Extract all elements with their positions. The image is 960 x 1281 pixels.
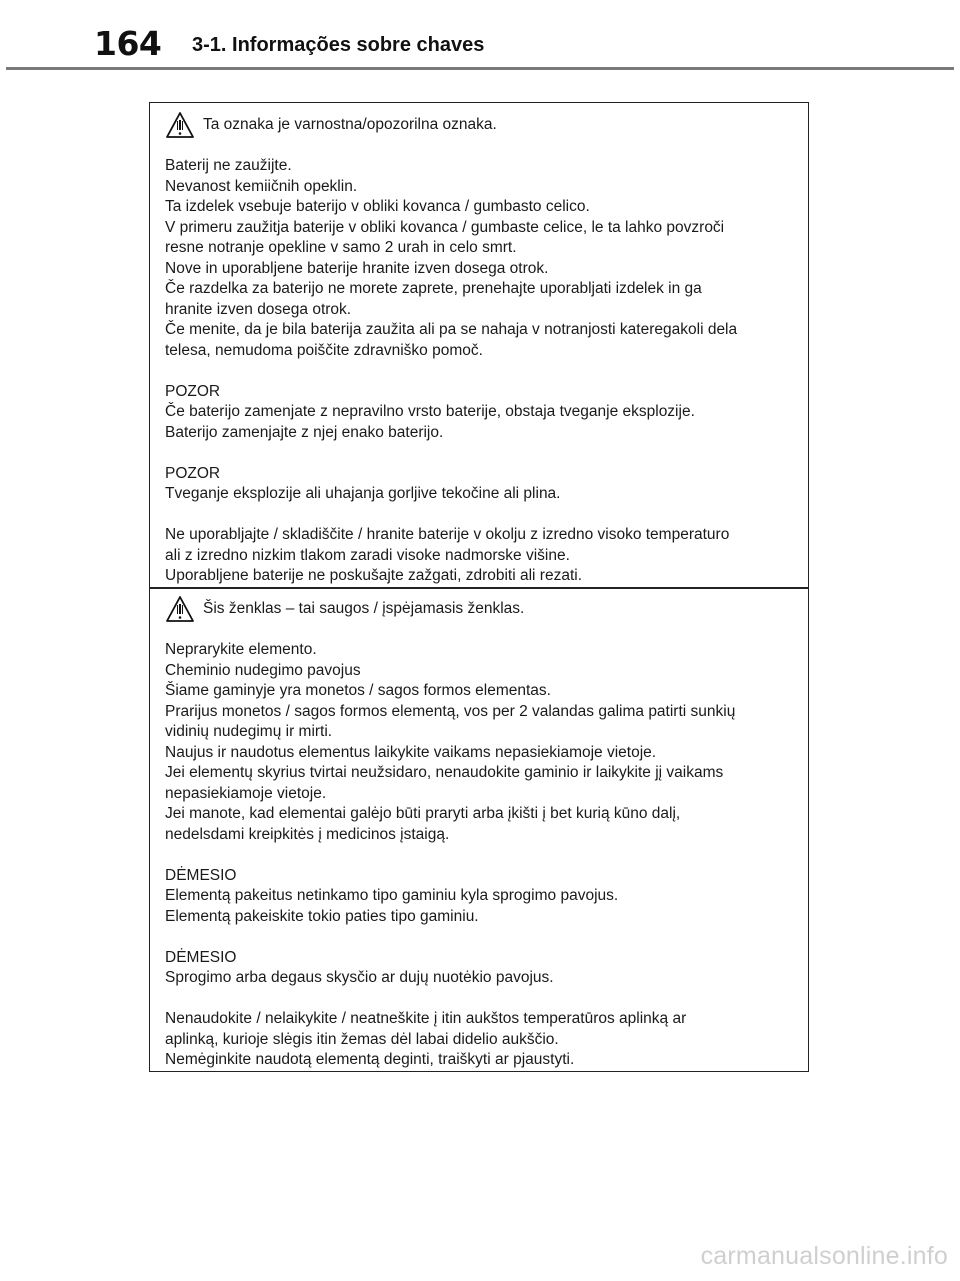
text-line: Cheminio nudegimo pavojus (165, 661, 361, 679)
text-line: ali z izredno nizkim tlakom zaradi visoke nadmorske višine. (165, 546, 570, 564)
page-header (0, 0, 960, 70)
text-line: Naujus ir naudotus elementus laikykite vaikams nepasiekiamoje vietoje. (165, 743, 657, 761)
paragraph (165, 382, 800, 444)
text-line: POZOR (165, 464, 221, 482)
warning-panel-slovenian (150, 103, 808, 588)
text-line: POZOR (165, 382, 221, 400)
page-number: 164 (94, 24, 162, 63)
paragraph (165, 156, 800, 361)
text-line: hranite izven dosega otrok. (165, 300, 352, 318)
watermark: carmanualsonline.info (700, 1242, 948, 1270)
text-line: Šiame gaminyje yra monetos / sagos formos elementas. (165, 682, 551, 699)
text-line: Nevanost kemiičnih opeklin. (165, 177, 358, 195)
panel-caption: Ta oznaka je varnostna/opozorilna oznaka. (203, 116, 497, 133)
warning-box (149, 102, 809, 1072)
text-line: Elementą pakeitus netinkamo tipo gaminiu kyla sprogimo pavojus. (165, 887, 619, 904)
text-line: Baterij ne zaužijte. (165, 157, 292, 174)
paragraph (165, 866, 800, 928)
warning-triangle-icon (165, 111, 195, 139)
text-line: Prarijus monetos / sagos formos elementą, vos per 2 valandas galima patirti sunkių (165, 702, 736, 720)
paragraph (165, 640, 800, 845)
text-line: nepasiekiamoje vietoje. (165, 784, 327, 802)
text-line: Nemėginkite naudotą elementą deginti, traiškyti ar pjaustyti. (165, 1051, 575, 1068)
panel-caption: Šis ženklas – tai saugos / įspėjamasis ženklas. (203, 600, 525, 617)
panel-text (165, 640, 800, 1091)
panel-text (165, 156, 800, 607)
header-rule (6, 67, 954, 70)
warning-panel-lithuanian (150, 590, 808, 1070)
text-line: DĖMESIO (165, 866, 237, 884)
text-line: Tveganje eksplozije ali uhajanja gorljive tekočine ali plina. (165, 485, 561, 502)
text-line: V primeru zaužitja baterije v obliki kovanca / gumbaste celice, le ta lahko povzroči (165, 218, 725, 236)
paragraph (165, 948, 800, 989)
panel-caption-row (165, 111, 497, 139)
text-line: Če baterijo zamenjate z nepravilno vrsto baterije, obstaja tveganje eksplozije. (165, 403, 695, 420)
text-line: Neprarykite elemento. (165, 641, 317, 658)
text-line: Sprogimo arba degaus skysčio ar dujų nuotėkio pavojus. (165, 969, 554, 986)
text-line: DĖMESIO (165, 948, 237, 966)
section-title: 3-1. Informações sobre chaves (192, 34, 485, 56)
paragraph (165, 1009, 800, 1071)
text-line: Nenaudokite / nelaikykite / neatneškite į itin aukštos temperatūros aplinką ar (165, 1010, 687, 1027)
text-line: vidinių nudegimų ir mirti. (165, 723, 333, 740)
text-line: Če menite, da je bila baterija zaužita ali pa se nahaja v notranjosti kateregakoli dela (165, 321, 738, 338)
warning-triangle-icon (165, 595, 195, 623)
panel-caption-row (165, 595, 524, 623)
text-line: aplinką, kurioje slėgis itin žemas dėl labai didelio aukščio. (165, 1030, 559, 1048)
text-line: Elementą pakeiskite tokio paties tipo gaminiu. (165, 907, 479, 925)
text-line: telesa, nemudoma poiščite zdravniško pomoč. (165, 341, 483, 359)
paragraph (165, 464, 800, 505)
text-line: resne notranje opekline v samo 2 urah in celo smrt. (165, 239, 517, 256)
text-line: Uporabljene baterije ne poskušajte zažgati, zdrobiti ali rezati. (165, 567, 583, 584)
paragraph (165, 525, 800, 587)
panel-divider (150, 587, 808, 589)
text-line: Ne uporabljajte / skladiščite / hranite baterije v okolju z izredno visoko temperaturo (165, 526, 730, 543)
text-line: Ta izdelek vsebuje baterijo v obliki kovanca / gumbasto celico. (165, 198, 590, 215)
text-line: Jei manote, kad elementai galėjo būti praryti arba įkišti į bet kurią kūno dalį, (165, 805, 681, 822)
text-line: Jei elementų skyrius tvirtai neužsidaro, nenaudokite gaminio ir laikykite jį vaikams (165, 764, 724, 781)
text-line: Nove in uporabljene baterije hranite izven dosega otrok. (165, 259, 549, 277)
text-line: nedelsdami kreipkitės į medicinos įstaigą. (165, 825, 450, 843)
text-line: Baterijo zamenjajte z njej enako baterijo. (165, 423, 444, 441)
text-line: Če razdelka za baterijo ne morete zaprete, prenehajte uporabljati izdelek in ga (165, 280, 702, 297)
